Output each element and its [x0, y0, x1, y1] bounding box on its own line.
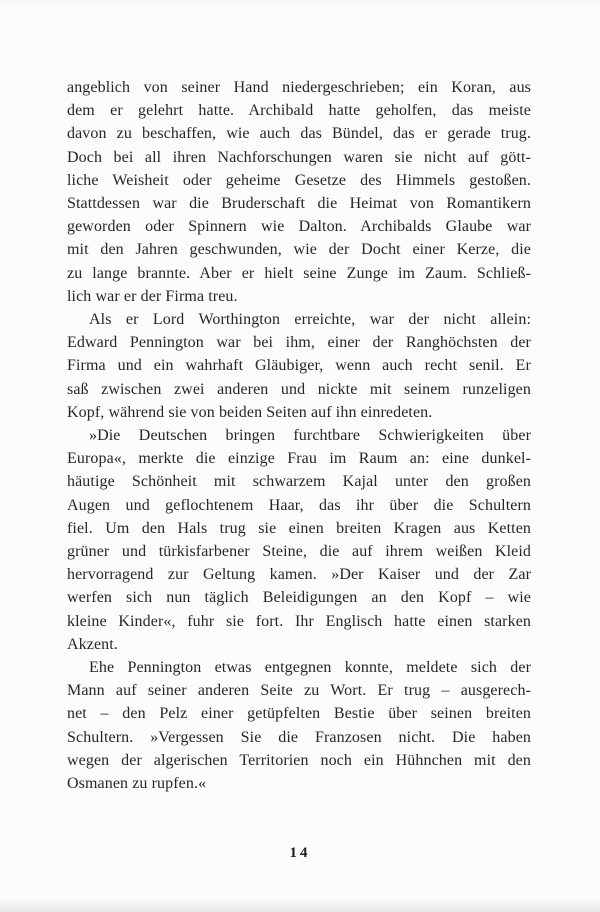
text-line: grüner und türkisfarbener Steine, die auf ihrem weißen Kleid [67, 543, 531, 561]
text-line: Akzent. [67, 635, 118, 653]
text-line: geworden oder Spinnern wie Dalton. Archibalds Glaube war [67, 218, 531, 236]
text-line: mit den Jahren geschwunden, wie der Docht einer Kerze, die [67, 241, 531, 259]
text-line: davon zu beschaffen, wie auch das Bündel, das er gerade trug. [67, 125, 531, 143]
paragraph [67, 424, 531, 656]
paragraph [67, 308, 531, 424]
text-line: saß zwischen zwei anderen und nickte mit seinem runzeligen [67, 380, 531, 398]
paragraph [67, 76, 531, 308]
text-line: Europa«, merkte die einzige Frau im Raum an: eine dunkel- [67, 450, 531, 468]
text-line: Augen und geflochtenem Haar, das ihr über die Schultern [67, 496, 531, 514]
text-line: werfen sich nun täglich Beleidigungen an den Kopf – wie [67, 589, 531, 607]
page-bottom-scan-shadow [0, 898, 600, 912]
text-line: Stattdessen war die Bruderschaft die Heimat von Romantikern [67, 195, 531, 213]
text-line: Doch bei all ihren Nachforschungen waren sie nicht auf gött- [67, 148, 531, 166]
text-line: Firma und ein wahrhaft Gläubiger, wenn auch recht senil. Er [67, 357, 531, 375]
text-line: liche Weisheit oder geheime Gesetze des Himmels gestoßen. [67, 171, 531, 189]
page-number: 14 [289, 845, 311, 861]
text-block [67, 76, 531, 795]
text-line: Kopf, während sie von beiden Seiten auf ihn einredeten. [67, 403, 433, 421]
text-line: häutige Schönheit mit schwarzem Kajal unter den großen [67, 473, 531, 491]
text-line: Als er Lord Worthington erreichte, war der nicht allein: [89, 311, 531, 329]
text-line: fiel. Um den Hals trug sie einen breiten Kragen aus Ketten [67, 519, 531, 537]
text-line: angeblich von seiner Hand niedergeschrieben; ein Koran, aus [67, 79, 531, 96]
text-line: Schultern. »Vergessen Sie die Franzosen nicht. Die haben [67, 728, 531, 746]
text-line: Edward Pennington war bei ihm, einer der Ranghöchsten der [67, 334, 531, 352]
text-line: dem er gelehrt hatte. Archibald hatte geholfen, das meiste [67, 102, 531, 120]
text-line: net – den Pelz einer getüpfelten Bestie über seinen breiten [67, 705, 531, 723]
text-line: wegen der algerischen Territorien noch ein Hühnchen mit den [67, 751, 531, 769]
page-top-scan-fade [0, 0, 600, 8]
text-line: lich war er der Firma treu. [67, 287, 238, 305]
text-line: Ehe Pennington etwas entgegnen konnte, meldete sich der [89, 659, 531, 677]
text-line: zu lange brannte. Aber er hielt seine Zunge im Zaum. Schließ- [67, 264, 531, 282]
text-line: »Die Deutschen bringen furchtbare Schwierigkeiten über [89, 427, 531, 445]
text-line: hervorragend zur Geltung kamen. »Der Kaiser und der Zar [67, 566, 531, 584]
text-line: Osmanen zu rupfen.« [67, 775, 207, 793]
text-line: kleine Kinder«, fuhr sie fort. Ihr Englisch hatte einen starken [67, 612, 531, 630]
text-line: Mann auf seiner anderen Seite zu Wort. Er trug – ausgerech- [67, 682, 531, 700]
paragraph [67, 656, 531, 795]
